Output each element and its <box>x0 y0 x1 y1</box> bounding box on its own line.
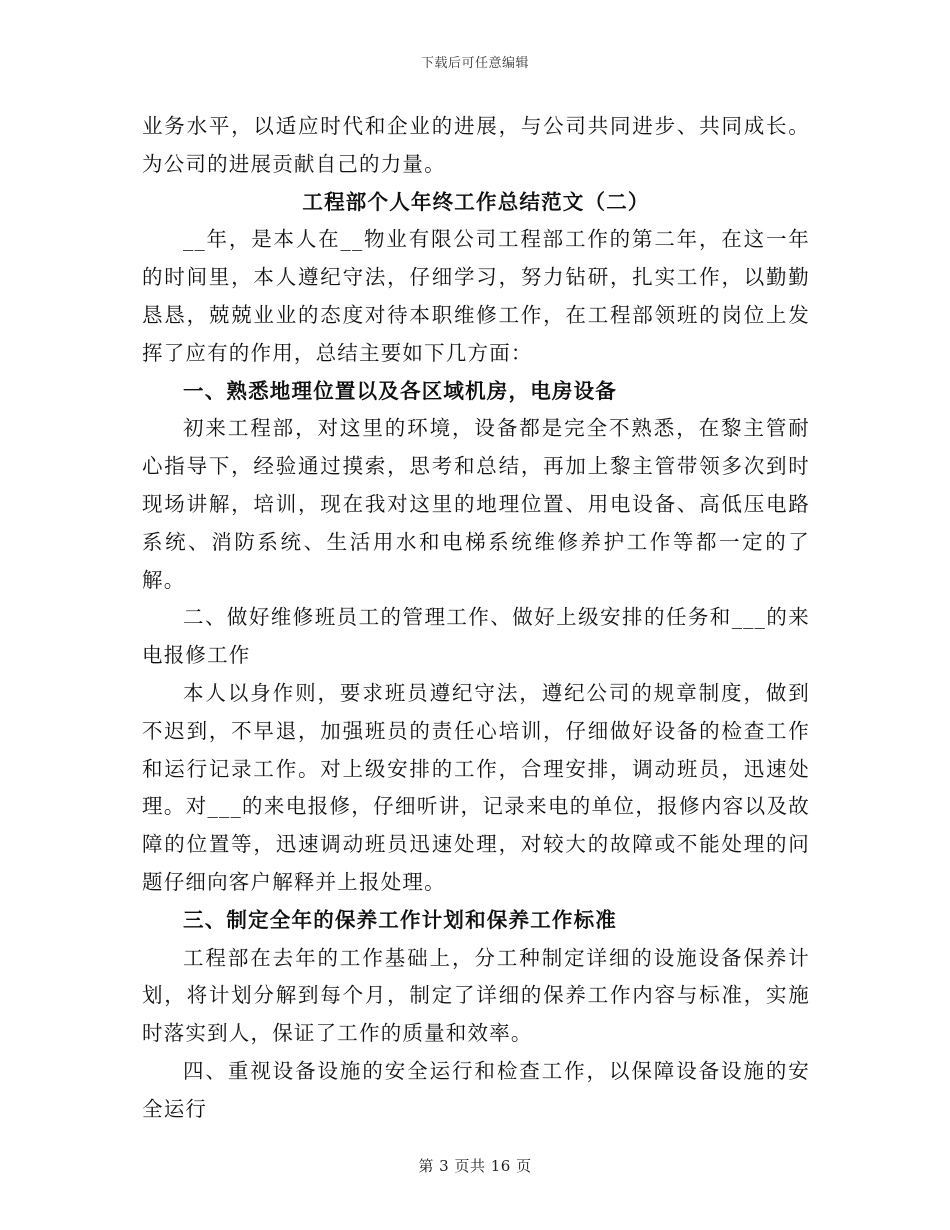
page-number-footer: 第 3 页共 16 页 <box>418 1157 532 1175</box>
paragraph-continuation: 业务水平，以适应时代和企业的进展，与公司共同进步、共同成长。为公司的进展贡献自己的力量。 <box>142 114 810 176</box>
heading-2: 二、做好维修班员工的管理工作、做好上级安排的任务和___的来电报修工作 <box>142 605 810 668</box>
page-header-note: 下载后可任意编辑 <box>420 56 529 71</box>
section-title: 工程部个人年终工作总结范文（二） <box>302 189 650 214</box>
document-body <box>142 108 810 1129</box>
paragraph-1: 初来工程部，对这里的环境，设备都是完全不熟悉，在黎主管耐心指导下，经验通过摸索，思考和总结，再加上黎主管带领多次到时现场讲解，培训，现在我对这里的地理位置、用电设备、高低压电路系统、消防系统、生活用水和电梯系统维修养护工作等都一定的了解。 <box>142 416 810 592</box>
paragraph-2: 本人以身作则，要求班员遵纪守法，遵纪公司的规章制度，做到不迟到，不早退，加强班员的责任心培训，仔细做好设备的检查工作和运行记录工作。对上级安排的工作，合理安排，调动班员，迅速处理。对___的来电报修，仔细听讲，记录来电的单位，报修内容以及故障的位置等，迅速调动班员迅速处理，对较大的故障或不能处理的问题仔细向客户解释并上报处理。 <box>142 680 810 894</box>
heading-4: 四、重视设备设施的安全运行和检查工作，以保障设备设施的安全运行 <box>142 1058 810 1121</box>
paragraph-intro: __年，是本人在__物业有限公司工程部工作的第二年，在这一年的时间里，本人遵纪守法，仔细学习，努力钻研，扎实工作，以勤勤恳恳，兢兢业业的态度对待本职维修工作，在工程部领班的岗位上发挥了应有的作用，总结主要如下几方面： <box>142 227 810 365</box>
paragraph-3: 工程部在去年的工作基础上，分工种制定详细的设施设备保养计划，将计划分解到每个月，制定了详细的保养工作内容与标准，实施时落实到人，保证了工作的质量和效率。 <box>142 945 810 1046</box>
heading-3: 三、制定全年的保养工作计划和保养工作标准 <box>183 907 617 932</box>
heading-1: 一、熟悉地理位置以及各区域机房，电房设备 <box>183 378 617 403</box>
